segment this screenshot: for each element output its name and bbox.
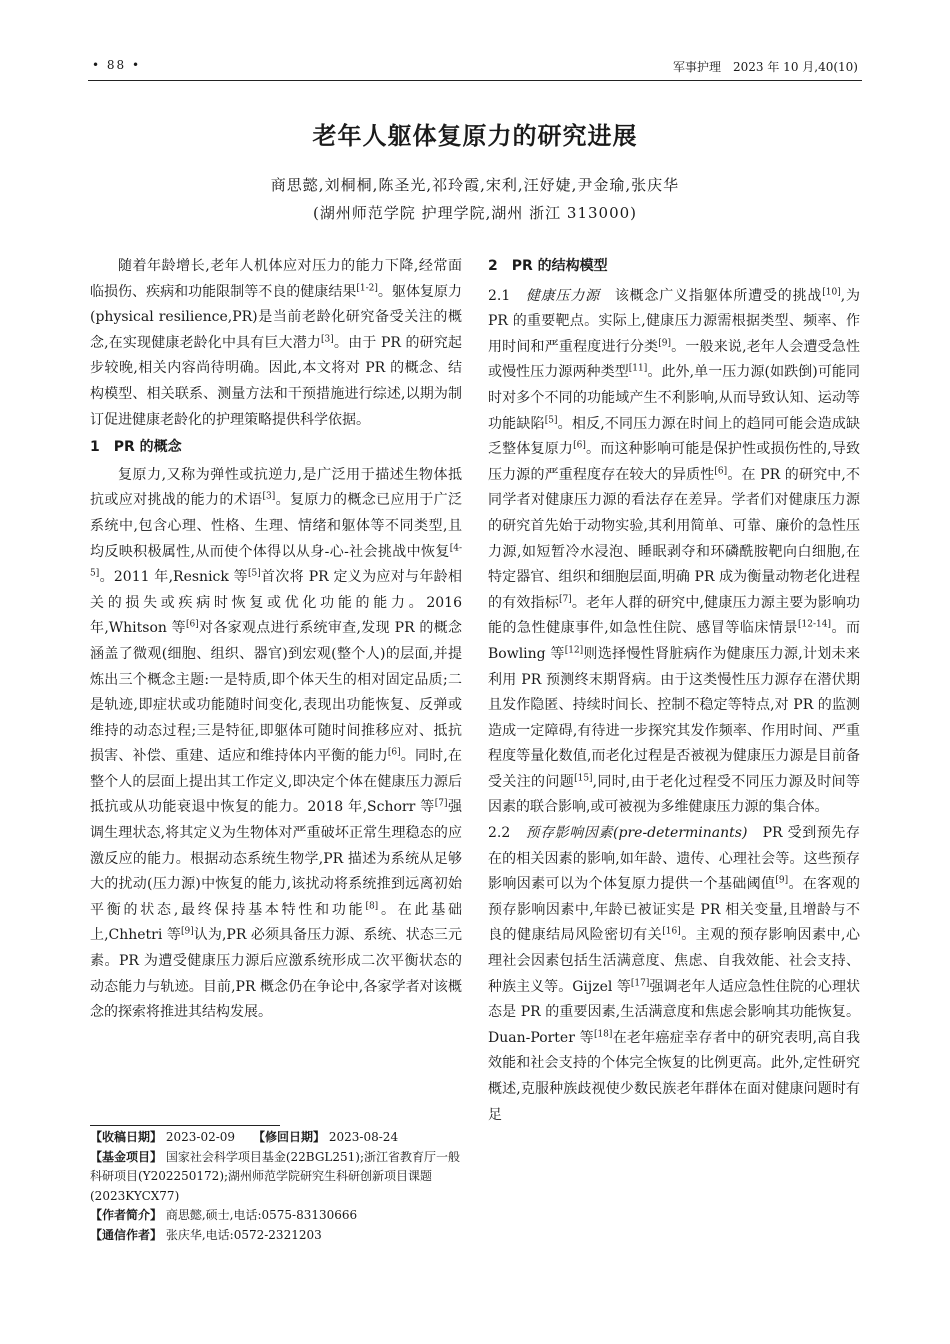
citation[interactable]: [4-5]	[90, 542, 462, 579]
citation[interactable]: [6]	[573, 440, 586, 451]
citation[interactable]: [3]	[321, 334, 334, 345]
subsection-title: 预存影响因素(pre-determinants)	[525, 825, 748, 842]
subsection-title: 健康压力源	[525, 287, 600, 304]
citation[interactable]: [10]	[822, 286, 841, 297]
citation[interactable]: [1-2]	[356, 282, 378, 293]
intro-paragraph: 随着年龄增长,老年人机体应对压力的能力下降,经常面临损伤、疾病和功能限制等不良的健康结果[1-2]。躯体复原力(physical resilience,PR)是当前老龄化研究备受关注的概念,在实现健康老龄化中具有巨大潜力[3]。由于 PR 的研究起步较晚,相关内容尚待明确。因此,本文将对 PR 的概念、结构模型、相关联系、测量方法和干预措施进行综述,以期为制订促进健康老龄化的护理策略提供科学依据。	[90, 258, 463, 428]
citation[interactable]: [11]	[628, 363, 648, 374]
subsection-2-1: 2.1 健康压力源 该概念广义指躯体所遭受的挑战[10],为 PR 的重要靶点。实际上,健康压力源需根据类型、频率、作用时间和严重程度进行分类[9]。一般来说,老年人会遭受急性或慢性压力源两种类型[11]。此外,单一压力源(如跌倒)可能同时对多个不同的功能域产生不利影响,从而导致认知、运动等功能缺陷[5]。相反,不同压力源在时间上的趋同可能会造成缺乏整体复原力[6]。而这种影响可能是保护性或损伤性的,导致压力源的严重程度存在较大的异质性[6]。在 PR 的研究中,不同学者对健康压力源的看法存在差异。学者们对健康压力源的研究首先始于动物实验,其利用简单、可靠、廉价的急性压力源,如短暂冷水浸泡、睡眠剥夺和环磷酰胺靶向白细胞,在特定器官、组织和细胞层面,明确 PR 成为衡量动物老化进程的有效指标[7]。老年人群的研究中,健康压力源主要为影响功能的急性健康事件,如急性住院、感冒等临床情景[12-14]。而 Bowling 等[12]则选择慢性肾脏病作为健康压力源,计划未来利用 PR 预测终末期肾病。由于这类慢性压力源存在潜伏期且发作隐匿、持续时间长、控制不稳定等特点,对 PR 的监测造成一定障碍,有待进一步探究其发作频率、作用时间、严重程度等量化数值,而老化过程是否被视为健康压力源是目前备受关注的问题[15],同时,由于老化过程受不同压力源及时间等因素的联合影响,或可被视为多维健康压力源的集合体。	[488, 286, 861, 816]
citation[interactable]: [3]	[262, 491, 276, 502]
corresponding-note: 【通信作者】 张庆华,电话:0572-2321203	[90, 1227, 322, 1242]
footnote-rule	[90, 1125, 280, 1126]
dates-note: 【收稿日期】 2023-02-09 【修回日期】 2023-08-24	[90, 1130, 399, 1144]
section-heading-2: 2 PR 的结构模型	[488, 258, 608, 274]
citation[interactable]: [5]	[544, 414, 558, 425]
subsection-2-2: 2.2 预存影响因素(pre-determinants) PR 受到预先存在的相关因素的影响,如年龄、遗传、心理社会等。这些预存影响因素可以为个体复原力提供一个基础阈值[9]。在客观的预存影响因素中,年龄已被证实是 PR 相关变量,且增龄与不良的健康结局风险密切有关[16]。主观的预存影响因素中,心理社会因素包括生活满意度、焦虑、自我效能、社会支持、种族主义等。Gijzel 等[17]强调老年人适应急性住院的心理状态是 PR 的重要因素,生活满意度和焦虑会影响其功能恢复。Duan-Porter 等[18]在老年癌症幸存者中的研究表明,高自我效能和社会支持的个体完全恢复的比例更高。此外,定性研究概述,克服种族歧视使少数民族老年群体在面对健康问题时有足	[488, 825, 861, 1123]
citation[interactable]: [12-14]	[797, 619, 831, 630]
citation[interactable]: [7]	[558, 594, 572, 605]
citation[interactable]: [6]	[185, 619, 199, 630]
section-heading-1: 1 PR 的概念	[90, 439, 182, 456]
citation[interactable]: [9]	[658, 338, 671, 349]
page-header	[0, 0, 950, 80]
citation[interactable]: [18]	[593, 1029, 613, 1040]
author-list: 商思懿,刘桐桐,陈圣光,祁玲霞,宋利,汪妤婕,尹金瑜,张庆华	[270, 176, 680, 194]
affiliation: (湖州师范学院 护理学院,湖州 浙江 313000)	[312, 204, 638, 222]
header-rule	[88, 80, 862, 81]
footnotes	[90, 1128, 462, 1245]
section1-paragraph: 复原力,又称为弹性或抗逆力,是广泛用于描述生物体抵抗或应对挑战的能力的术语[3]。复原力的概念已应用于广泛系统中,包含心理、性格、生理、情绪和躯体等不同类型,且均反映积极属性,从而使个体得以从身-心-社会挑战中恢复[4-5]。2011 年,Resnick 等[5]首次将 PR 定义为应对与年龄相关的损失或疾病时恢复或优化功能的能力。2016 年,Whitson 等[6]对各家观点进行系统审查,发现 PR 的概念涵盖了微观(细胞、组织、器官)到宏观(整个人)的层面,并提炼出三个概念主题:一是特质,即个体天生的相对固定品质;二是轨迹,即症状或功能随时间变化,表现出功能恢复、反弹或维持的动态过程;三是特征,即躯体可随时间推移应对、抵抗损害、补偿、重建、适应和维持体内平衡的能力[6]。同时,在整个人的层面上提出其工作定义,即决定个体在健康压力源后抵抗或从功能衰退中恢复的能力。2018 年,Schorr 等[7]强调生理状态,将其定义为生物体对严重破坏正常生理稳态的应激反应的能力。根据动态系统生物学,PR 描述为系统从足够大的扰动(压力源)中恢复的能力,该扰动将系统推到远离初始平衡的状态,最终保持基本特性和功能[8]。在此基础上,Chhetri 等[9]认为,PR 必须具备压力源、系统、状态三元素。PR 为遭受健康压力源后应激系统形成二次平衡状态的动态能力与轨迹。目前,PR 概念仍在争论中,各家学者对该概念的探索将推进其结构发展。	[90, 466, 463, 1021]
journal-info: 军事护理 2023 年 10 月,40(10)	[673, 60, 858, 74]
citation[interactable]: [8]	[365, 901, 379, 912]
author-note: 【作者简介】 商思懿,硕士,电话:0575-83130666	[90, 1208, 358, 1222]
fund-note: 【基金项目】 国家社会科学项目基金(22BGL251);浙江省教育厅一般科研项目(Y202250172);湖州师范学院研究生科研创新项目课题(2023KYCX77)	[90, 1149, 461, 1203]
citation[interactable]: [9]	[775, 875, 789, 886]
citation[interactable]: [9]	[180, 926, 194, 937]
left-column	[90, 254, 462, 1026]
citation[interactable]: [5]	[247, 568, 261, 579]
page-number: • 88 •	[92, 58, 142, 72]
article-title: 老年人躯体复原力的研究进展	[312, 122, 638, 150]
citation[interactable]: [7]	[434, 798, 448, 809]
citation[interactable]: [12]	[564, 645, 584, 656]
citation[interactable]: [6]	[714, 466, 728, 477]
citation[interactable]: [17]	[630, 977, 650, 988]
citation[interactable]: [16]	[662, 926, 681, 937]
citation[interactable]: [6]	[387, 747, 401, 758]
citation[interactable]: [15]	[574, 773, 593, 784]
right-column	[488, 254, 860, 1128]
